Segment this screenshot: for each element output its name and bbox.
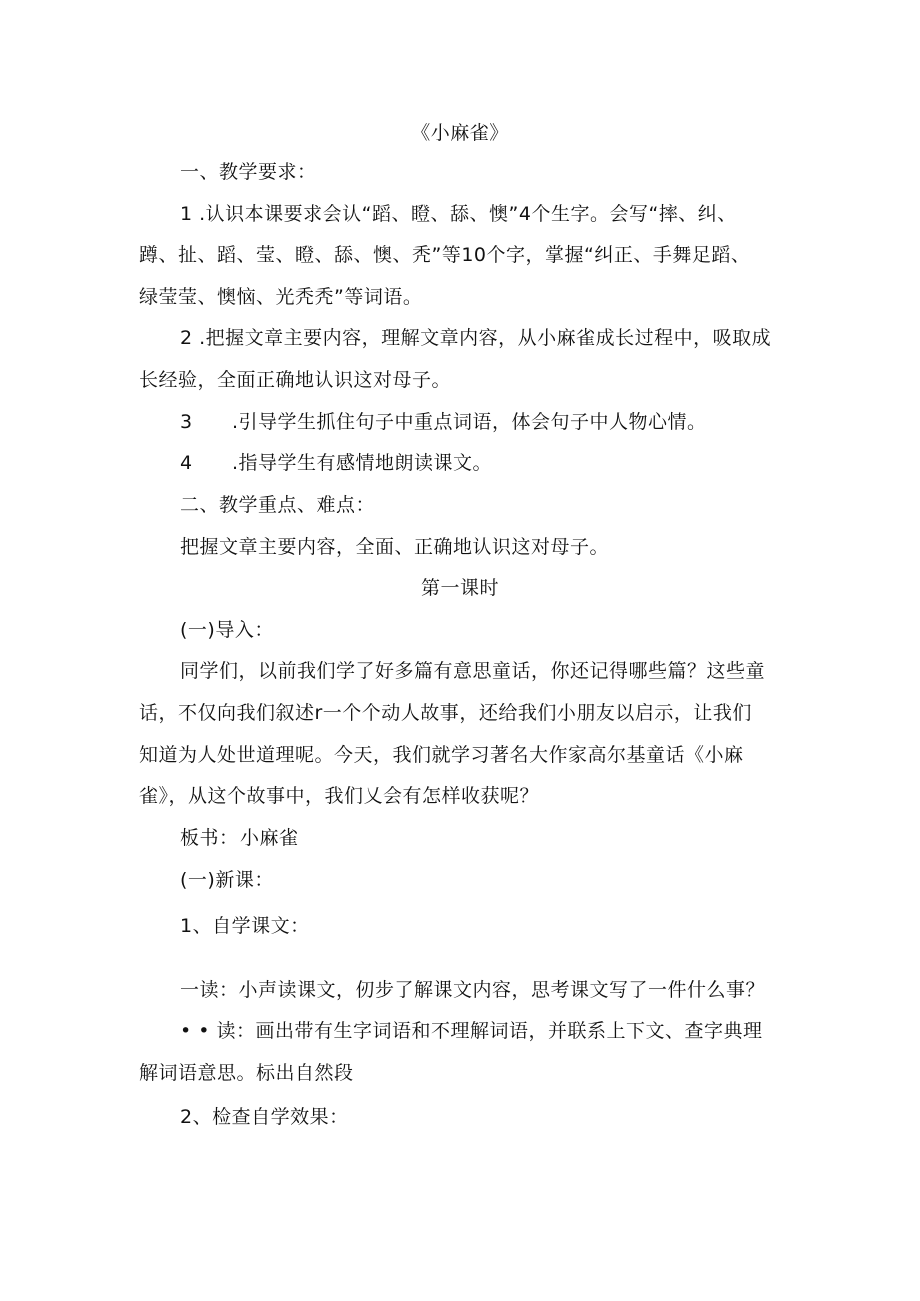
read-2-line-2: 解词语意思。标出自然段 [139,1062,354,1084]
intro-line-1: 同学们，以前我们学了好多篇有意思童话，你还记得哪些篇？这些童 [180,660,766,682]
requirement-4-text: .指导学生有感情地朗读课文。 [232,452,493,474]
requirement-3-text: .引导学生抓住句子中重点词语，体会句子中人物心情。 [232,411,707,433]
requirement-2-line-1: 2 .把握文章主要内容，理解文章内容，从小麻雀成长过程中，吸取成 [180,327,772,349]
requirement-1-line-2: 蹲、扯、蹈、莹、瞪、舔、懊、秃”等10个字，掌握“纠正、手舞足蹈、 [139,244,751,266]
intro-line-2: 话，不仅向我们叙述r一个个动人故事，还给我们小朋友以启示，让我们 [139,702,752,724]
intro-line-3: 知道为人处世道理呢。今天，我们就学习著名大作家高尔基童话《小麻 [139,744,744,766]
step-2-heading: 2、检查自学效果： [180,1106,349,1128]
section-heading-key-points: 二、教学重点、难点： [180,494,376,516]
requirement-1-line-1: 1 .认识本课要求会认“蹈、瞪、舔、懊”4个生字。会写“摔、纠、 [180,203,737,225]
read-2-line-1: • • 读：画出带有生字词语和不理解词语，并联系上下文、查字典理 [180,1020,763,1042]
intro-line-4: 雀》，从这个故事中，我们乂会有怎样收获呢？ [139,785,540,807]
requirement-1-line-3: 绿莹莹、懊恼、光秃秃”等词语。 [139,286,423,308]
requirement-4-number: 4 [180,452,193,474]
read-1-line: 一读：小声读课文，仞步了解课文内容，思考课文写了一件什么事？ [180,979,766,1001]
requirement-3-number: 3 [180,411,193,433]
document-title: 《小麻雀》 [411,122,509,144]
board-label: 板书： [180,827,239,849]
key-points-body: 把握文章主要内容，全面、正确地认识这对母子。 [180,536,610,558]
section-heading-requirements: 一、教学要求： [180,161,317,183]
requirement-2-line-2: 长经验，全面正确地认识这对母子。 [139,369,452,391]
step-1-heading: 1、自学课文： [180,915,310,937]
intro-heading: (一)导入： [180,619,274,641]
lesson-heading: 第一课时 [420,577,499,599]
new-lesson-heading: (一)新课： [180,869,274,891]
board-text: 小麻雀 [240,827,299,849]
